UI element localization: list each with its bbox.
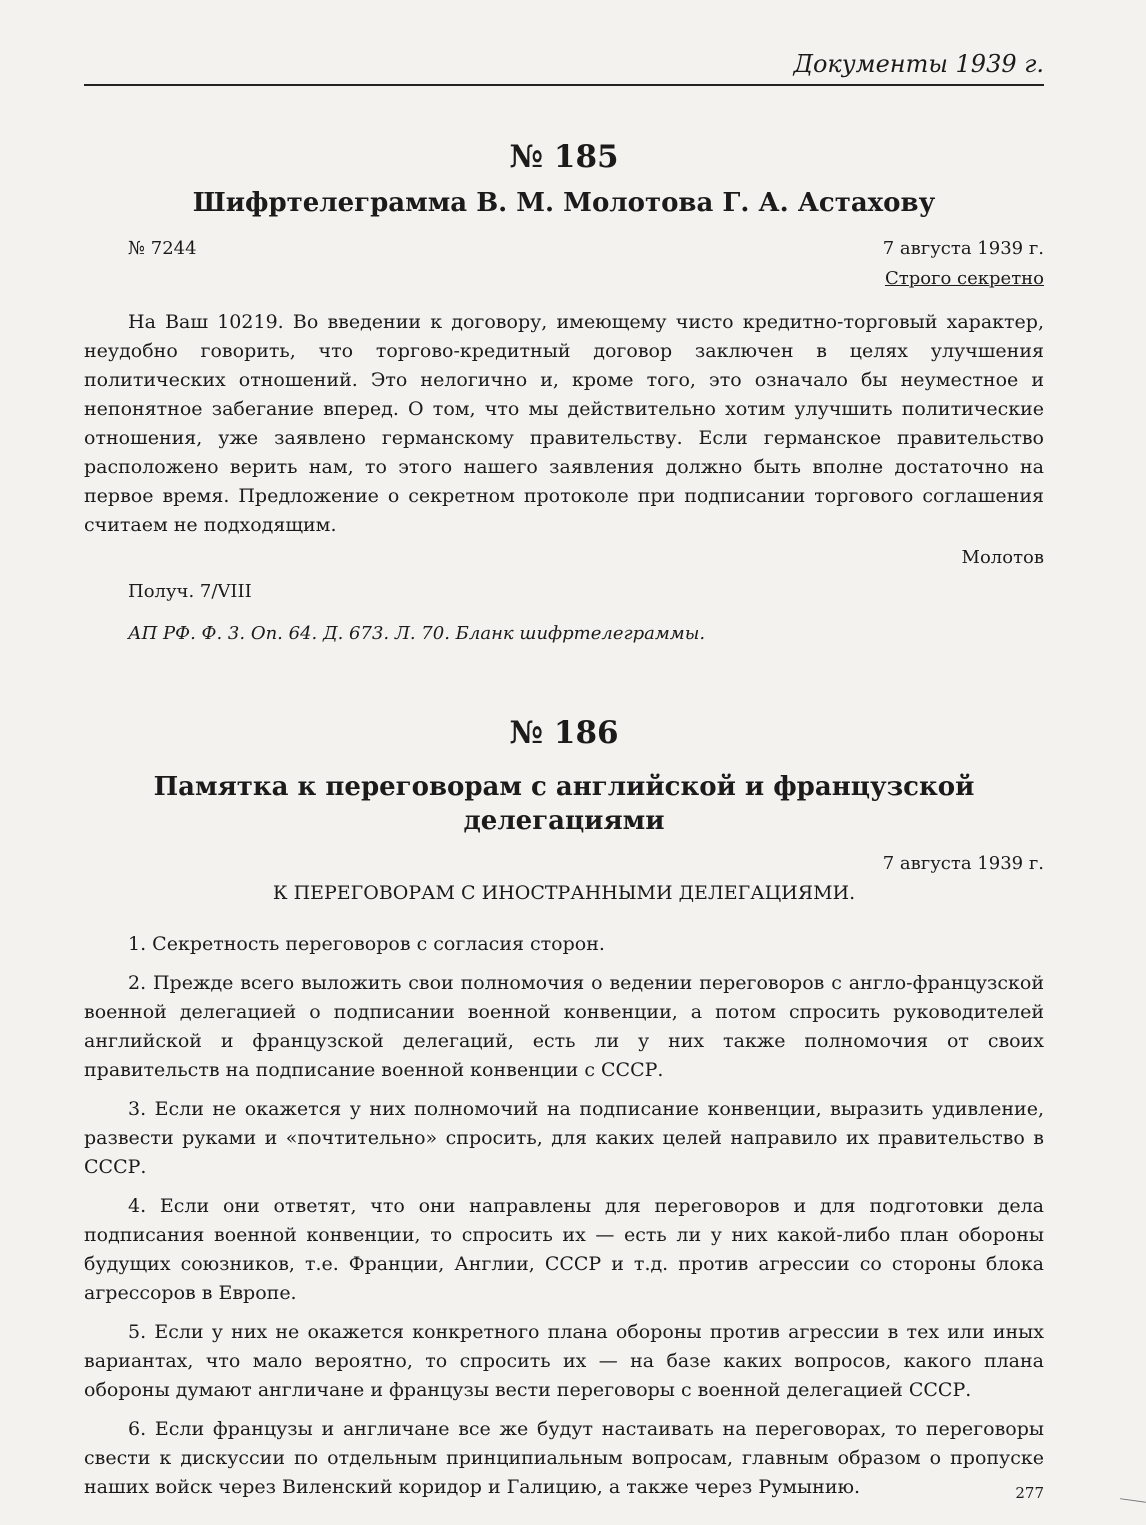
classification-stamp: Строго секретно <box>884 268 1044 289</box>
received-note: Получ. 7/VIII <box>128 581 252 602</box>
reference-number: № 7244 <box>128 238 197 259</box>
document-body: На Ваш 10219. Во введении к договору, имеющему чисто кредитно-торговый характер, неудобно говорить, что торгово-кредитный договор заключен в целях улучшения политических отношений. Это нелогично и, кроме того, это означало бы неуместное и непонятное забегание вперед. О том, что мы действительно хотим улучшить политические отношения, уже заявлено германскому правительству. Если германское правительство расположено верить нам, то этого нашего заявления должно быть вполне достаточно на первое время. Предложение о секретном протоколе при подписании торгового соглашения считаем не подходящим. <box>84 311 1044 536</box>
list-item: 5. Если у них не окажется конкретного плана обороны против агрессии в тех или иных вариантах, что мало вероятно, то спросить их — на базе каких вопросов, какого плана обороны думают англичане и французы вести переговоры с военной делегацией СССР. <box>84 1321 1044 1401</box>
document-186 <box>84 714 1044 1512</box>
list-item: 3. Если не окажется у них полномочий на подписание конвенции, выразить удивление, развести руками и «почтительно» спросить, для каких целей направило их правительство в СССР. <box>84 1098 1044 1178</box>
document-title: Шифртелеграмма В. М. Молотова Г. А. Астахову <box>192 188 936 218</box>
signature: Молотов <box>961 547 1044 568</box>
list-item: 1. Секретность переговоров с согласия сторон. <box>128 933 605 955</box>
document-date: 7 августа 1939 г. <box>882 238 1044 259</box>
document-meta <box>84 234 1044 264</box>
document-185 <box>84 138 1044 648</box>
list-item: 2. Прежде всего выложить свои полномочия о ведении переговоров с англо-французской военной делегацией о подписании военной конвенции, а потом спросить руководителей английской и французской делегаций, есть ли у них также полномочия от своих правительств на подписание военной конвенции с СССР. <box>84 972 1044 1081</box>
list-item: 6. Если французы и англичане все же будут настаивать на переговорах, то переговоры свести к дискуссии по отдельным принципиальным вопросам, главным образом о пропуске наших войск через Виленский коридор и Галицию, а также через Румынию. <box>84 1418 1044 1498</box>
page-number: 277 <box>1015 1484 1044 1502</box>
running-title: Документы 1939 г. <box>793 50 1044 78</box>
memo-list <box>84 930 1044 1502</box>
section-heading: К ПЕРЕГОВОРАМ С ИНОСТРАННЫМИ ДЕЛЕГАЦИЯМИ. <box>272 882 856 904</box>
document-number: № 185 <box>509 139 619 175</box>
list-item: 4. Если они ответят, что они направлены для переговоров и для подготовки дела подписания военной конвенции, то спросить их — есть ли у них какой-либо план обороны будущих союзников, т.е. Франции, Англии, СССР и т.д. против агрессии со стороны блока агрессоров в Европе. <box>84 1195 1044 1304</box>
running-header <box>84 50 1044 86</box>
archive-reference: АП РФ. Ф. 3. Оп. 64. Д. 673. Л. 70. Бланк шифртелеграммы. <box>128 623 706 644</box>
document-title: Памятка к переговорам с английской и французской делегациями <box>153 772 975 836</box>
document-number: № 186 <box>509 715 619 751</box>
page-edge-mark <box>1120 1498 1146 1503</box>
document-date: 7 августа 1939 г. <box>882 853 1044 874</box>
